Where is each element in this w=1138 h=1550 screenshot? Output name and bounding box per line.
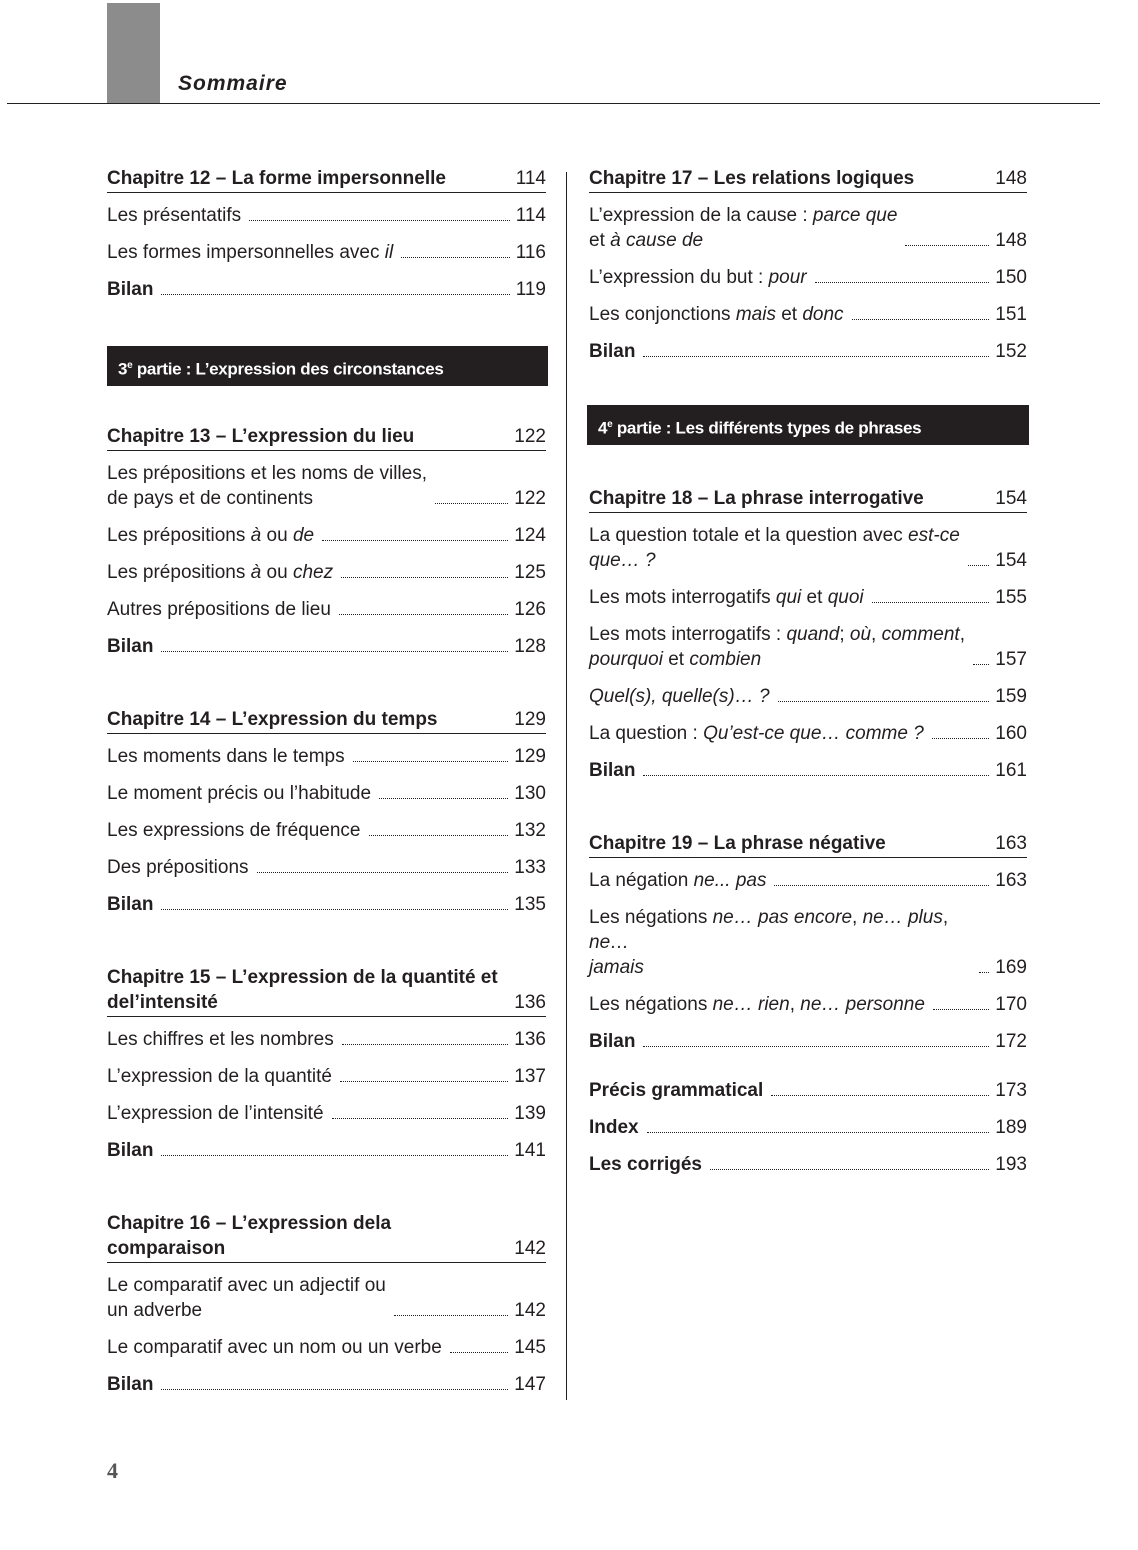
toc-entry-bilan[interactable]: Bilan 147 xyxy=(107,1374,546,1395)
leader-dots xyxy=(933,1009,989,1010)
leader-dots xyxy=(353,761,509,762)
chapter-15 xyxy=(107,965,546,1175)
leader-dots xyxy=(161,294,509,295)
leader-dots xyxy=(852,319,990,320)
chapter-19 xyxy=(589,831,1027,1066)
toc-entry[interactable]: L’expression de la quantité 137 xyxy=(107,1066,546,1087)
toc-entry[interactable]: L’expression du but : pour 150 xyxy=(589,267,1027,288)
toc-entry[interactable]: Les négations ne… pas encore, ne… plus, ne… jamais 169 xyxy=(589,907,1027,978)
toc-entry-bilan[interactable]: Bilan 172 xyxy=(589,1031,1027,1052)
toc-entry-index[interactable]: Index 189 xyxy=(589,1117,1027,1138)
leader-dots xyxy=(710,1169,989,1170)
leader-dots xyxy=(332,1118,509,1119)
chapter-title[interactable]: Chapitre 13 – L’expression du lieu 122 xyxy=(107,424,546,451)
leader-dots xyxy=(322,540,508,541)
leader-dots xyxy=(369,835,509,836)
chapter-title[interactable]: Chapitre 18 – La phrase interrogative 154 xyxy=(589,486,1027,513)
chapter-title[interactable]: Chapitre 19 – La phrase négative 163 xyxy=(589,831,1027,858)
toc-entry[interactable]: Les conjonctions mais et donc 151 xyxy=(589,304,1027,325)
page-title: Sommaire xyxy=(178,72,288,95)
toc-entry[interactable]: La négation ne... pas 163 xyxy=(589,870,1027,891)
toc-entry[interactable]: Les formes impersonnelles avec il 116 xyxy=(107,242,546,263)
header-rule xyxy=(7,103,1100,104)
toc-entry[interactable]: Les mots interrogatifs qui et quoi 155 xyxy=(589,587,1027,608)
chapter-title[interactable]: Chapitre 16 – L’expression dela comparaison 142 xyxy=(107,1211,546,1263)
toc-entry[interactable]: Les mots interrogatifs : quand; où, comment, pourquoi et combien 157 xyxy=(589,624,1027,670)
toc-entry-precis[interactable]: Précis grammatical 173 xyxy=(589,1080,1027,1101)
leader-dots xyxy=(394,1315,508,1316)
chapter-18 xyxy=(589,486,1027,795)
toc-entry[interactable]: Le moment précis ou l’habitude 130 xyxy=(107,783,546,804)
toc-entry[interactable]: Quel(s), quelle(s)… ? 159 xyxy=(589,686,1027,707)
toc-entry[interactable]: L’expression de l’intensité 139 xyxy=(107,1103,546,1124)
leader-dots xyxy=(979,972,989,973)
leader-dots xyxy=(342,1044,509,1045)
toc-entry[interactable]: Les prépositions à ou chez 125 xyxy=(107,562,546,583)
leader-dots xyxy=(771,1095,989,1096)
chapter-16 xyxy=(107,1211,546,1409)
leader-dots xyxy=(643,1046,989,1047)
leader-dots xyxy=(778,701,990,702)
toc-entry[interactable]: Les présentatifs 114 xyxy=(107,205,546,226)
leader-dots xyxy=(339,614,508,615)
leader-dots xyxy=(774,885,989,886)
toc-entry[interactable]: Le comparatif avec un adjectif ou un adverbe 142 xyxy=(107,1275,546,1321)
toc-entry-bilan[interactable]: Bilan 119 xyxy=(107,279,546,300)
leader-dots xyxy=(161,651,508,652)
toc-entry[interactable]: Les prépositions et les noms de villes, de pays et de continents 122 xyxy=(107,463,546,509)
chapter-title[interactable]: Chapitre 15 – L’expression de la quantité et del’intensité 136 xyxy=(107,965,546,1017)
chapter-title[interactable]: Chapitre 14 – L’expression du temps 129 xyxy=(107,707,546,734)
toc-entry[interactable]: Les prépositions à ou de 124 xyxy=(107,525,546,546)
leader-dots xyxy=(643,356,989,357)
chapter-12 xyxy=(107,166,546,314)
part-3-banner: 3e partie : L’expression des circonstances xyxy=(107,346,548,386)
leader-dots xyxy=(249,220,510,221)
leader-dots xyxy=(161,1155,508,1156)
chapter-title[interactable]: Chapitre 17 – Les relations logiques 148 xyxy=(589,166,1027,193)
leader-dots xyxy=(340,1081,508,1082)
toc-entry-bilan[interactable]: Bilan 141 xyxy=(107,1140,546,1161)
leader-dots xyxy=(341,577,508,578)
leader-dots xyxy=(647,1132,990,1133)
toc-entry[interactable]: Des prépositions 133 xyxy=(107,857,546,878)
toc-entry[interactable]: Les expressions de fréquence 132 xyxy=(107,820,546,841)
leader-dots xyxy=(872,602,990,603)
leader-dots xyxy=(968,565,990,566)
toc-entry[interactable]: Les négations ne… rien, ne… personne 170 xyxy=(589,994,1027,1015)
leader-dots xyxy=(932,738,990,739)
chapter-13 xyxy=(107,424,546,671)
leader-dots xyxy=(257,872,509,873)
leader-dots xyxy=(435,503,508,504)
part-4-banner: 4e partie : Les différents types de phrases xyxy=(587,405,1029,445)
chapter-17 xyxy=(589,166,1027,376)
column-divider xyxy=(566,172,567,1400)
toc-entry[interactable]: Le comparatif avec un nom ou un verbe 145 xyxy=(107,1337,546,1358)
toc-entry[interactable]: Les chiffres et les nombres 136 xyxy=(107,1029,546,1050)
chapter-title[interactable]: Chapitre 12 – La forme impersonnelle 114 xyxy=(107,166,546,193)
toc-entry-bilan[interactable]: Bilan 161 xyxy=(589,760,1027,781)
back-matter xyxy=(589,1078,1027,1189)
leader-dots xyxy=(161,1389,508,1390)
leader-dots xyxy=(379,798,508,799)
chapter-14 xyxy=(107,707,546,929)
toc-entry[interactable]: L’expression de la cause : parce que et à cause de 148 xyxy=(589,205,1027,251)
leader-dots xyxy=(401,257,510,258)
toc-entry-bilan[interactable]: Bilan 152 xyxy=(589,341,1027,362)
leader-dots xyxy=(815,282,990,283)
page-number: 4 xyxy=(107,1458,118,1483)
toc-entry[interactable]: La question : Qu’est-ce que… comme ? 160 xyxy=(589,723,1027,744)
toc-entry[interactable]: Les moments dans le temps 129 xyxy=(107,746,546,767)
leader-dots xyxy=(161,909,508,910)
toc-entry-bilan[interactable]: Bilan 135 xyxy=(107,894,546,915)
leader-dots xyxy=(905,245,989,246)
toc-entry[interactable]: Autres prépositions de lieu 126 xyxy=(107,599,546,620)
leader-dots xyxy=(643,775,989,776)
toc-entry-bilan[interactable]: Bilan 128 xyxy=(107,636,546,657)
leader-dots xyxy=(450,1352,508,1353)
header-tab-block xyxy=(107,3,160,103)
leader-dots xyxy=(973,664,989,665)
toc-entry[interactable]: La question totale et la question avec est-ce que… ? 154 xyxy=(589,525,1027,571)
toc-entry-corriges[interactable]: Les corrigés 193 xyxy=(589,1154,1027,1175)
